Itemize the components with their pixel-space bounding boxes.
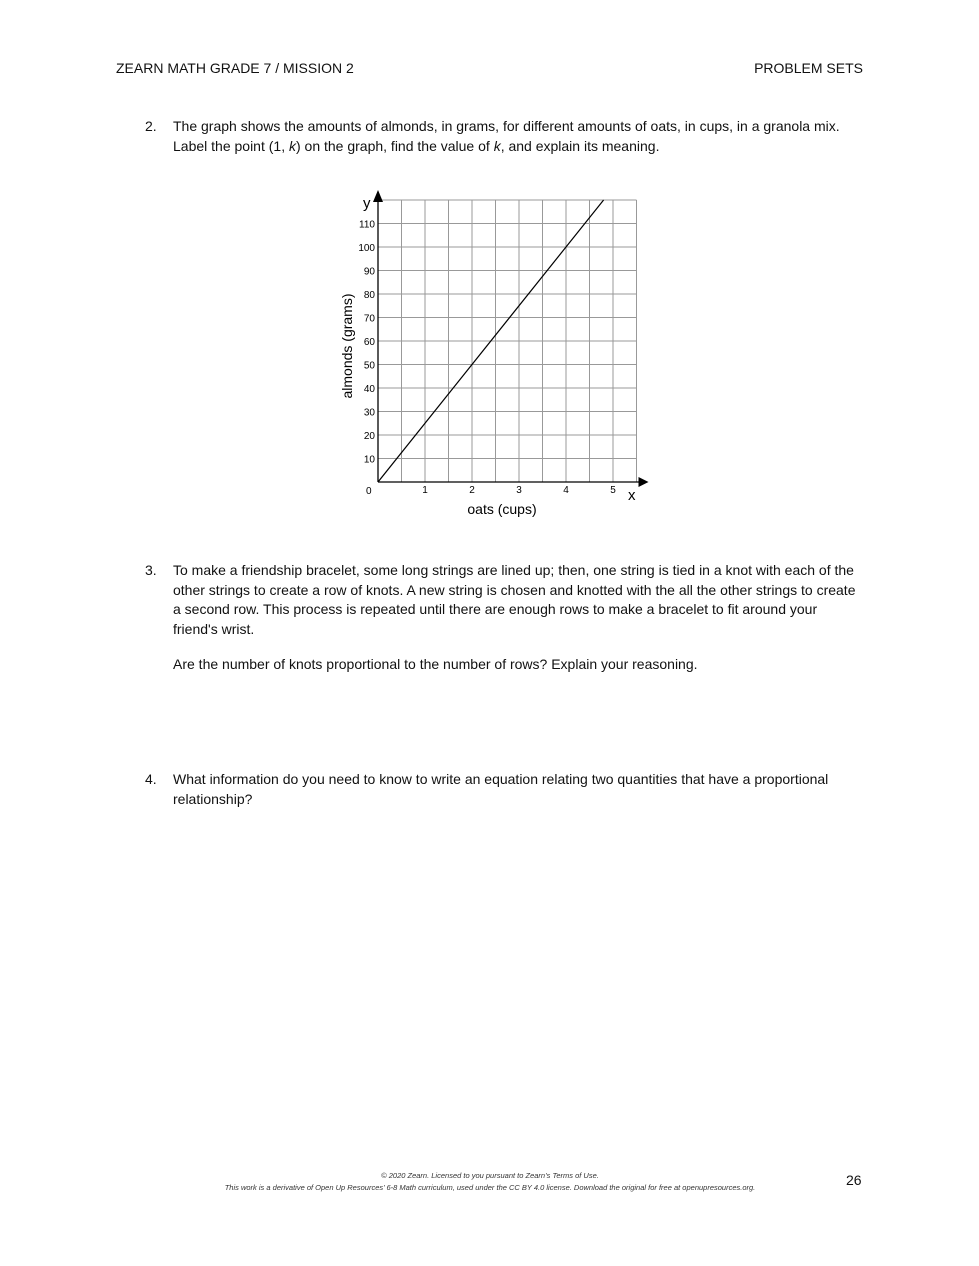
question-number: 2.	[145, 118, 157, 134]
y-tick-label: 60	[363, 337, 375, 348]
x-axis-arrow	[639, 477, 649, 487]
y-tick-label: 10	[363, 454, 375, 466]
y-tick-label: 30	[363, 407, 375, 419]
footer-license: © 2020 Zearn. Licensed to you pursuant to Zearn’s Terms of Use.	[381, 1171, 599, 1180]
y-tick-label: 100	[358, 243, 375, 254]
y-tick-label: 50	[363, 360, 375, 372]
almonds-oats-graph	[0, 0, 979, 540]
y-tick-label: 80	[363, 290, 375, 301]
question-4	[145, 770, 865, 809]
y-axis-arrow	[373, 190, 383, 202]
origin-label: 0	[366, 486, 372, 497]
question-number: 4.	[145, 771, 157, 787]
question-3	[145, 561, 865, 675]
footer	[170, 1170, 810, 1194]
question-text: What information do you need to know to write an equation relating two quantities that have a proportional relationship?	[173, 771, 829, 807]
x-tick-label: 4	[563, 485, 569, 496]
question-followup: Are the number of knots proportional to the number of rows? Explain your reasoning.	[173, 656, 698, 672]
text: The graph shows the amounts of almonds, in grams, for different amounts of oats, in cups, in a granola mix. Label the point (1,	[173, 118, 840, 154]
x-tick-label: 3	[516, 485, 522, 496]
page-number: 26	[846, 1172, 862, 1188]
y-tick-label: 90	[363, 266, 375, 278]
y-tick-label: 40	[363, 384, 375, 395]
var-k: k	[493, 137, 501, 154]
x-tick-label: 2	[469, 485, 475, 496]
text: , and explain its meaning.	[500, 137, 660, 154]
question-text: To make a friendship bracelet, some long strings are lined up; then, one string is tied in a knot with each of the other strings to create a row of knots. A new string is chosen and knotted with the all the other strings to create a second row. This process is repeated until there are enough rows to make a bracelet to fit around your friend's wrist.	[173, 562, 856, 637]
footer-attribution: This work is a derivative of Open Up Resources’ 6-8 Math curriculum, used under the CC BY 4.0 license. Download the original for free at openupresources.org.	[224, 1183, 756, 1192]
header-left: ZEARN MATH GRADE 7 / MISSION 2	[116, 60, 354, 76]
y-tick-label: 110	[359, 219, 375, 231]
y-tick-label: 70	[363, 313, 375, 325]
header-right: PROBLEM SETS	[754, 60, 863, 76]
x-axis-label: oats (cups)	[467, 501, 537, 517]
text: ) on the graph, find the value of	[295, 137, 494, 154]
x-tick-label: 1	[422, 485, 428, 496]
x-tick-label: 5	[610, 485, 616, 496]
var-k: k	[288, 137, 296, 154]
y-axis-letter: y	[363, 195, 371, 212]
x-axis-letter: x	[628, 487, 636, 504]
y-tick-label: 20	[363, 431, 375, 442]
question-number: 3.	[145, 562, 157, 578]
y-axis-label: almonds (grams)	[339, 293, 355, 399]
